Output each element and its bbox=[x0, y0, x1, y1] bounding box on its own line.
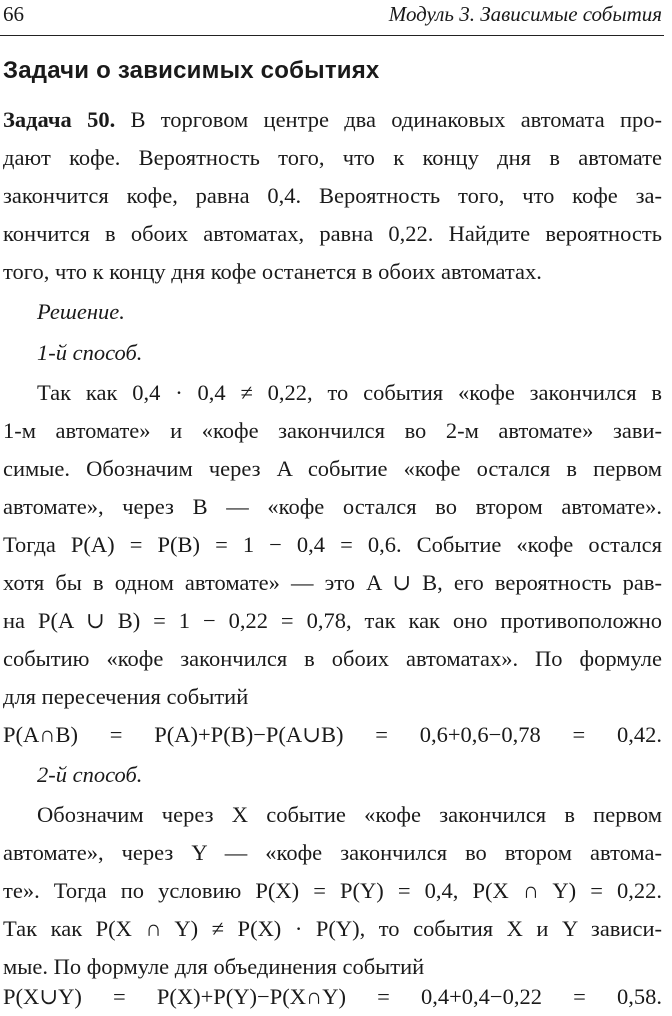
problem-line: кончится в обоих автоматах, равна 0,22. Найдите вероятность bbox=[3, 221, 662, 246]
method1-line: хотя бы в одном автомате» — это A ∪ B, его вероятность рав- bbox=[3, 570, 662, 595]
method2-heading: 2-й способ. bbox=[37, 762, 143, 787]
method2-line: те». Тогда по условию P(X) = P(Y) = 0,4, P(X ∩ Y) = 0,22. bbox=[3, 878, 662, 903]
problem-line: дают кофе. Вероятность того, что к концу дня в автомате bbox=[3, 145, 662, 170]
problem-line: закончится кофе, равна 0,4. Вероятность того, что кофе за- bbox=[3, 183, 662, 208]
method1-line: 1-м автомате» и «кофе закончился во 2-м автомате» зави- bbox=[3, 418, 662, 443]
method1-line: автомате», через B — «кофе остался во втором автомате». bbox=[3, 494, 662, 519]
header-rule bbox=[0, 35, 664, 36]
running-head bbox=[3, 2, 662, 34]
method1-heading: 1-й способ. bbox=[37, 340, 143, 365]
method1-line: Так как 0,4 · 0,4 ≠ 0,22, то события «кофе закончился в bbox=[37, 380, 662, 405]
problem-label: Задача 50. bbox=[3, 107, 116, 132]
method1-line: на P(A ∪ B) = 1 − 0,22 = 0,78, так как оно противоположно bbox=[3, 608, 662, 633]
section-title: Задачи о зависимых событиях bbox=[3, 57, 380, 84]
method1-line: событию «кофе закончился в обоих автоматах». По формуле bbox=[3, 646, 662, 671]
method2-line: Так как P(X ∩ Y) ≠ P(X) · P(Y), то события X и Y зависи- bbox=[3, 916, 662, 941]
solution-heading: Решение. bbox=[37, 299, 125, 324]
problem-line: того, что к концу дня кофе останется в обоих автоматах. bbox=[3, 259, 542, 284]
method2-formula: P(X∪Y) = P(X)+P(Y)−P(X∩Y) = 0,4+0,4−0,22 = 0,58. bbox=[3, 984, 662, 1009]
page-number: 66 bbox=[3, 2, 24, 26]
problem-text: В торговом центре два одинаковых автомата про- bbox=[115, 107, 662, 132]
problem-line bbox=[3, 101, 662, 139]
method1-line: Тогда P(A) = P(B) = 1 − 0,4 = 0,6. Событие «кофе остался bbox=[3, 532, 662, 557]
method1-line: для пересечения событий bbox=[3, 684, 249, 709]
method2-line: автомате», через Y — «кофе закончился во втором автома- bbox=[3, 840, 662, 865]
chapter-title: Модуль 3. Зависимые события bbox=[388, 2, 662, 26]
method2-line: Обозначим через X событие «кофе закончился в первом bbox=[37, 802, 662, 827]
method2-line: мые. По формуле для объединения событий bbox=[3, 954, 425, 979]
method1-formula: P(A∩B) = P(A)+P(B)−P(A∪B) = 0,6+0,6−0,78 = 0,42. bbox=[3, 722, 662, 747]
method1-line: симые. Обозначим через A событие «кофе остался в первом bbox=[3, 456, 662, 481]
